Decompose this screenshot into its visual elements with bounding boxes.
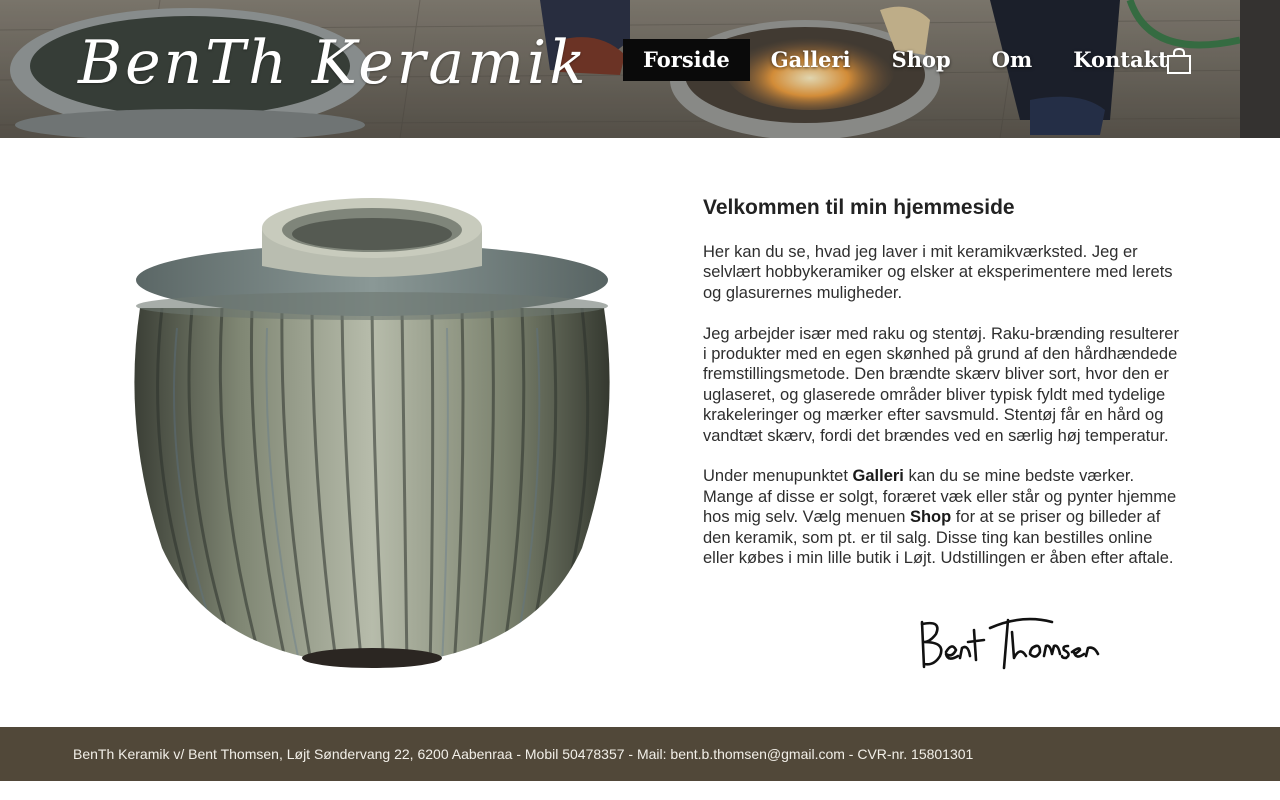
nav-item-forside[interactable]: Forside	[623, 39, 750, 81]
nav-item-shop[interactable]: Shop	[891, 47, 951, 72]
nav-item-om[interactable]: Om	[991, 47, 1033, 72]
menu-paragraph-text: Under menupunktet	[703, 467, 853, 486]
page-title: Velkommen til min hjemmeside	[703, 196, 1015, 219]
nav-item-galleri[interactable]: Galleri	[770, 47, 851, 72]
menu-paragraph	[703, 466, 1181, 568]
galleri-inline-link[interactable]: Galleri	[852, 467, 904, 486]
footer-contact-info: BenTh Keramik v/ Bent Thomsen, Løjt Søndervang 22, 6200 Aabenraa - Mobil 50478357 - Mail: bent.b.thomsen@gmail.com - CVR-nr. 15801301	[73, 746, 974, 762]
ceramic-vase-image	[122, 188, 622, 673]
menu-paragraph-text: for at se priser og billeder af den keramik, som pt. er til salg. Disse ting kan bestilles online eller købes i min lille butik i Løjt. Udstillingen er åben efter aftale.	[703, 508, 1174, 568]
menu-paragraph-text: kan du se mine bedste værker. Mange af disse er solgt, foræret væk eller står og pynter hjemme hos mig selv. Vælg menuen	[703, 467, 1177, 527]
site-logo[interactable]: BenTh Keramik	[78, 28, 589, 98]
welcome-content	[703, 194, 1181, 589]
site-footer	[0, 727, 1280, 781]
shopping-bag-icon[interactable]	[1166, 47, 1192, 75]
intro-paragraph: Her kan du se, hvad jeg laver i mit keramikværksted. Jeg er selvlært hobbykeramiker og elsker at eksperimentere med lerets og glasurernes muligheder.	[703, 243, 1173, 302]
main-nav	[623, 39, 1189, 81]
raku-paragraph: Jeg arbejder især med raku og stentøj. Raku-brænding resulterer i produkter med en egen skønhed på grund af den hårdhændede fremstillingsmetode. Den brændte skærv bliver sort, hvor den er uglaseret, og glaserede områder bliver typisk fyldt med tydelige krakeleringer og mærker efter savsmuld. Stentøj får en hård og vandtæt skærv, fordi det brændes ved en særlig høj temperatur.	[703, 324, 1179, 445]
site-header	[0, 0, 1280, 138]
shop-inline-link[interactable]: Shop	[909, 508, 952, 527]
signature	[912, 612, 1102, 672]
nav-item-kontakt[interactable]: Kontakt	[1073, 47, 1168, 72]
